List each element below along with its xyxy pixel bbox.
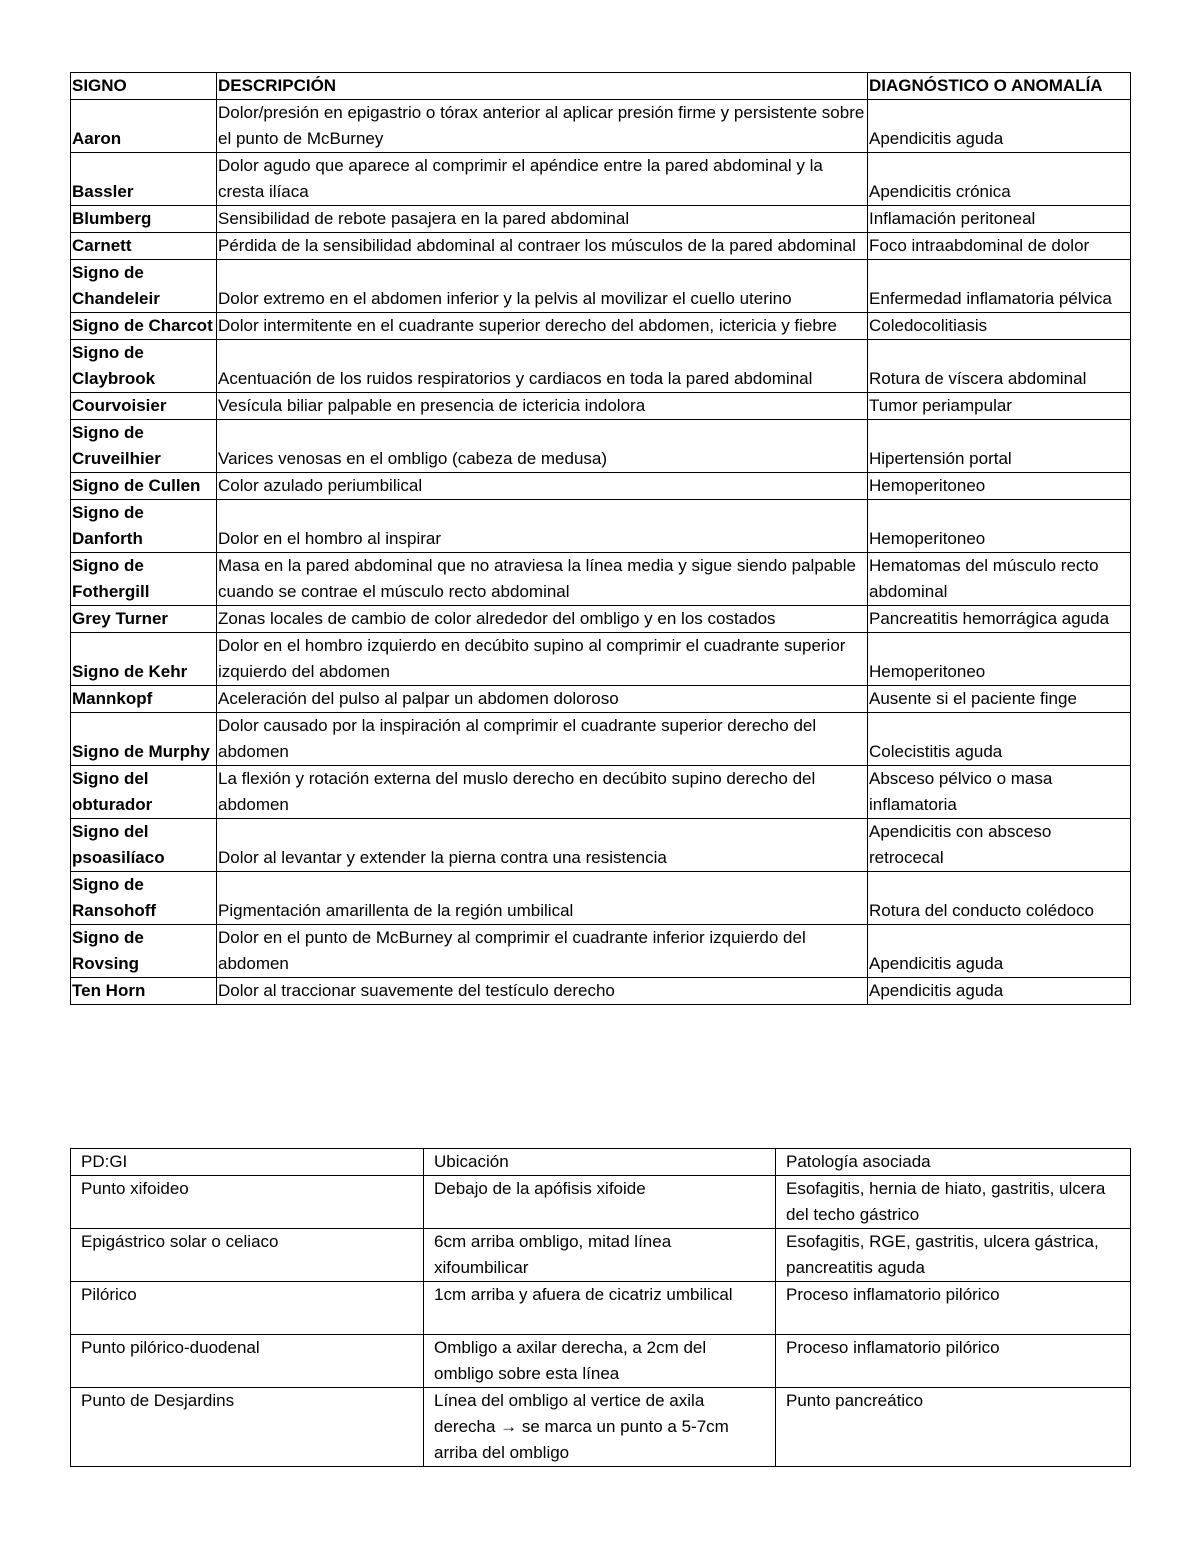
cell-description: Sensibilidad de rebote pasajera en la pared abdominal — [217, 206, 868, 233]
cell-description: Dolor intermitente en el cuadrante superior derecho del abdomen, ictericia y fiebre — [217, 313, 868, 340]
cell-description: Dolor en el hombro izquierdo en decúbito supino al comprimir el cuadrante superior izquierdo del abdomen — [217, 633, 868, 686]
table-row — [71, 1229, 1131, 1282]
cell-description: Dolor/presión en epigastrio o tórax anterior al aplicar presión firme y persistente sobre el punto de McBurney — [217, 100, 868, 153]
cell-description: Dolor agudo que aparece al comprimir el apéndice entre la pared abdominal y la cresta ilíaca — [217, 153, 868, 206]
cell-pathology: Esofagitis, RGE, gastritis, ulcera gástrica, pancreatitis aguda — [776, 1229, 1131, 1282]
cell-diagnosis: Hemoperitoneo — [868, 473, 1131, 500]
points-table-body — [71, 1176, 1131, 1467]
header-description: DESCRIPCIÓN — [217, 73, 868, 100]
cell-diagnosis: Enfermedad inflamatoria pélvica — [868, 260, 1131, 313]
cell-pathology: Proceso inflamatorio pilórico — [776, 1282, 1131, 1335]
cell-sign: Signo de Cullen — [71, 473, 217, 500]
header-diagnosis: DIAGNÓSTICO O ANOMALÍA — [868, 73, 1131, 100]
cell-sign: Courvoisier — [71, 393, 217, 420]
table-row — [71, 233, 1131, 260]
table-header-row — [71, 1149, 1131, 1176]
cell-location: Debajo de la apófisis xifoide — [424, 1176, 776, 1229]
table-row — [71, 500, 1131, 553]
cell-description: Color azulado periumbilical — [217, 473, 868, 500]
cell-pathology: Esofagitis, hernia de hiato, gastritis, ulcera del techo gástrico — [776, 1176, 1131, 1229]
cell-sign: Signo de Murphy — [71, 713, 217, 766]
cell-sign: Blumberg — [71, 206, 217, 233]
table-header-row — [71, 73, 1131, 100]
cell-sign: Signo de Danforth — [71, 500, 217, 553]
cell-diagnosis: Apendicitis aguda — [868, 978, 1131, 1005]
cell-diagnosis: Apendicitis crónica — [868, 153, 1131, 206]
cell-description: Dolor en el punto de McBurney al comprimir el cuadrante inferior izquierdo del abdomen — [217, 925, 868, 978]
cell-diagnosis: Foco intraabdominal de dolor — [868, 233, 1131, 260]
table-row — [71, 340, 1131, 393]
cell-diagnosis: Coledocolitiasis — [868, 313, 1131, 340]
table-row — [71, 1388, 1131, 1467]
cell-diagnosis: Ausente si el paciente finge — [868, 686, 1131, 713]
cell-sign: Ten Horn — [71, 978, 217, 1005]
table-row — [71, 153, 1131, 206]
cell-diagnosis: Colecistitis aguda — [868, 713, 1131, 766]
cell-sign: Signo de Ransohoff — [71, 872, 217, 925]
cell-point: Punto de Desjardins — [71, 1388, 424, 1467]
cell-point: Epigástrico solar o celiaco — [71, 1229, 424, 1282]
cell-location: Línea del ombligo al vertice de axila derecha → se marca un punto a 5-7cm arriba del ombligo — [424, 1388, 776, 1467]
table-row — [71, 420, 1131, 473]
table-row — [71, 393, 1131, 420]
signs-table — [70, 72, 1131, 1005]
table-row — [71, 206, 1131, 233]
cell-diagnosis: Apendicitis aguda — [868, 100, 1131, 153]
cell-description: Aceleración del pulso al palpar un abdomen doloroso — [217, 686, 868, 713]
cell-description: Dolor al traccionar suavemente del testículo derecho — [217, 978, 868, 1005]
cell-diagnosis: Pancreatitis hemorrágica aguda — [868, 606, 1131, 633]
cell-description: Dolor causado por la inspiración al comprimir el cuadrante superior derecho del abdomen — [217, 713, 868, 766]
cell-description: Acentuación de los ruidos respiratorios y cardiacos en toda la pared abdominal — [217, 340, 868, 393]
cell-description: Varices venosas en el ombligo (cabeza de medusa) — [217, 420, 868, 473]
cell-sign: Signo del psoasilíaco — [71, 819, 217, 872]
table-row — [71, 686, 1131, 713]
cell-sign: Signo de Claybrook — [71, 340, 217, 393]
cell-description: Zonas locales de cambio de color alrededor del ombligo y en los costados — [217, 606, 868, 633]
table-row — [71, 713, 1131, 766]
table-row — [71, 766, 1131, 819]
points-table — [70, 1148, 1131, 1467]
cell-point: Pilórico — [71, 1282, 424, 1335]
table-row — [71, 819, 1131, 872]
cell-description: La flexión y rotación externa del muslo derecho en decúbito supino derecho del abdomen — [217, 766, 868, 819]
cell-pathology: Proceso inflamatorio pilórico — [776, 1335, 1131, 1388]
cell-description: Masa en la pared abdominal que no atraviesa la línea media y sigue siendo palpable cuando se contrae el músculo recto abdominal — [217, 553, 868, 606]
cell-sign: Mannkopf — [71, 686, 217, 713]
header-sign: SIGNO — [71, 73, 217, 100]
cell-diagnosis: Rotura de víscera abdominal — [868, 340, 1131, 393]
cell-description: Dolor extremo en el abdomen inferior y la pelvis al movilizar el cuello uterino — [217, 260, 868, 313]
table-row — [71, 606, 1131, 633]
cell-pathology: Punto pancreático — [776, 1388, 1131, 1467]
cell-location: Ombligo a axilar derecha, a 2cm del ombligo sobre esta línea — [424, 1335, 776, 1388]
cell-description: Dolor en el hombro al inspirar — [217, 500, 868, 553]
cell-diagnosis: Absceso pélvico o masa inflamatoria — [868, 766, 1131, 819]
cell-diagnosis: Hipertensión portal — [868, 420, 1131, 473]
table-row — [71, 473, 1131, 500]
header-point: PD:GI — [71, 1149, 424, 1176]
table-row — [71, 1335, 1131, 1388]
table-row — [71, 978, 1131, 1005]
cell-sign: Bassler — [71, 153, 217, 206]
table-row — [71, 313, 1131, 340]
table-row — [71, 1176, 1131, 1229]
cell-description: Pigmentación amarillenta de la región umbilical — [217, 872, 868, 925]
signs-table-body — [71, 100, 1131, 1005]
header-location: Ubicación — [424, 1149, 776, 1176]
cell-diagnosis: Tumor periampular — [868, 393, 1131, 420]
cell-diagnosis: Rotura del conducto colédoco — [868, 872, 1131, 925]
cell-sign: Signo de Fothergill — [71, 553, 217, 606]
cell-sign: Aaron — [71, 100, 217, 153]
cell-sign: Signo de Kehr — [71, 633, 217, 686]
table-row — [71, 1282, 1131, 1335]
table-row — [71, 100, 1131, 153]
table-row — [71, 872, 1131, 925]
cell-sign: Signo del obturador — [71, 766, 217, 819]
cell-location: 6cm arriba ombligo, mitad línea xifoumbilicar — [424, 1229, 776, 1282]
cell-location: 1cm arriba y afuera de cicatriz umbilical — [424, 1282, 776, 1335]
cell-diagnosis: Apendicitis aguda — [868, 925, 1131, 978]
cell-sign: Carnett — [71, 233, 217, 260]
cell-diagnosis: Hemoperitoneo — [868, 633, 1131, 686]
cell-diagnosis: Hematomas del músculo recto abdominal — [868, 553, 1131, 606]
cell-sign: Signo de Rovsing — [71, 925, 217, 978]
cell-description: Vesícula biliar palpable en presencia de ictericia indolora — [217, 393, 868, 420]
cell-sign: Signo de Chandeleir — [71, 260, 217, 313]
table-row — [71, 633, 1131, 686]
cell-description: Pérdida de la sensibilidad abdominal al contraer los músculos de la pared abdominal — [217, 233, 868, 260]
cell-description: Dolor al levantar y extender la pierna contra una resistencia — [217, 819, 868, 872]
table-row — [71, 553, 1131, 606]
cell-sign: Signo de Charcot — [71, 313, 217, 340]
table-row — [71, 260, 1131, 313]
cell-diagnosis: Inflamación peritoneal — [868, 206, 1131, 233]
cell-diagnosis: Hemoperitoneo — [868, 500, 1131, 553]
cell-sign: Grey Turner — [71, 606, 217, 633]
cell-point: Punto xifoideo — [71, 1176, 424, 1229]
header-pathology: Patología asociada — [776, 1149, 1131, 1176]
table-row — [71, 925, 1131, 978]
cell-point: Punto pilórico-duodenal — [71, 1335, 424, 1388]
cell-sign: Signo de Cruveilhier — [71, 420, 217, 473]
cell-diagnosis: Apendicitis con absceso retrocecal — [868, 819, 1131, 872]
